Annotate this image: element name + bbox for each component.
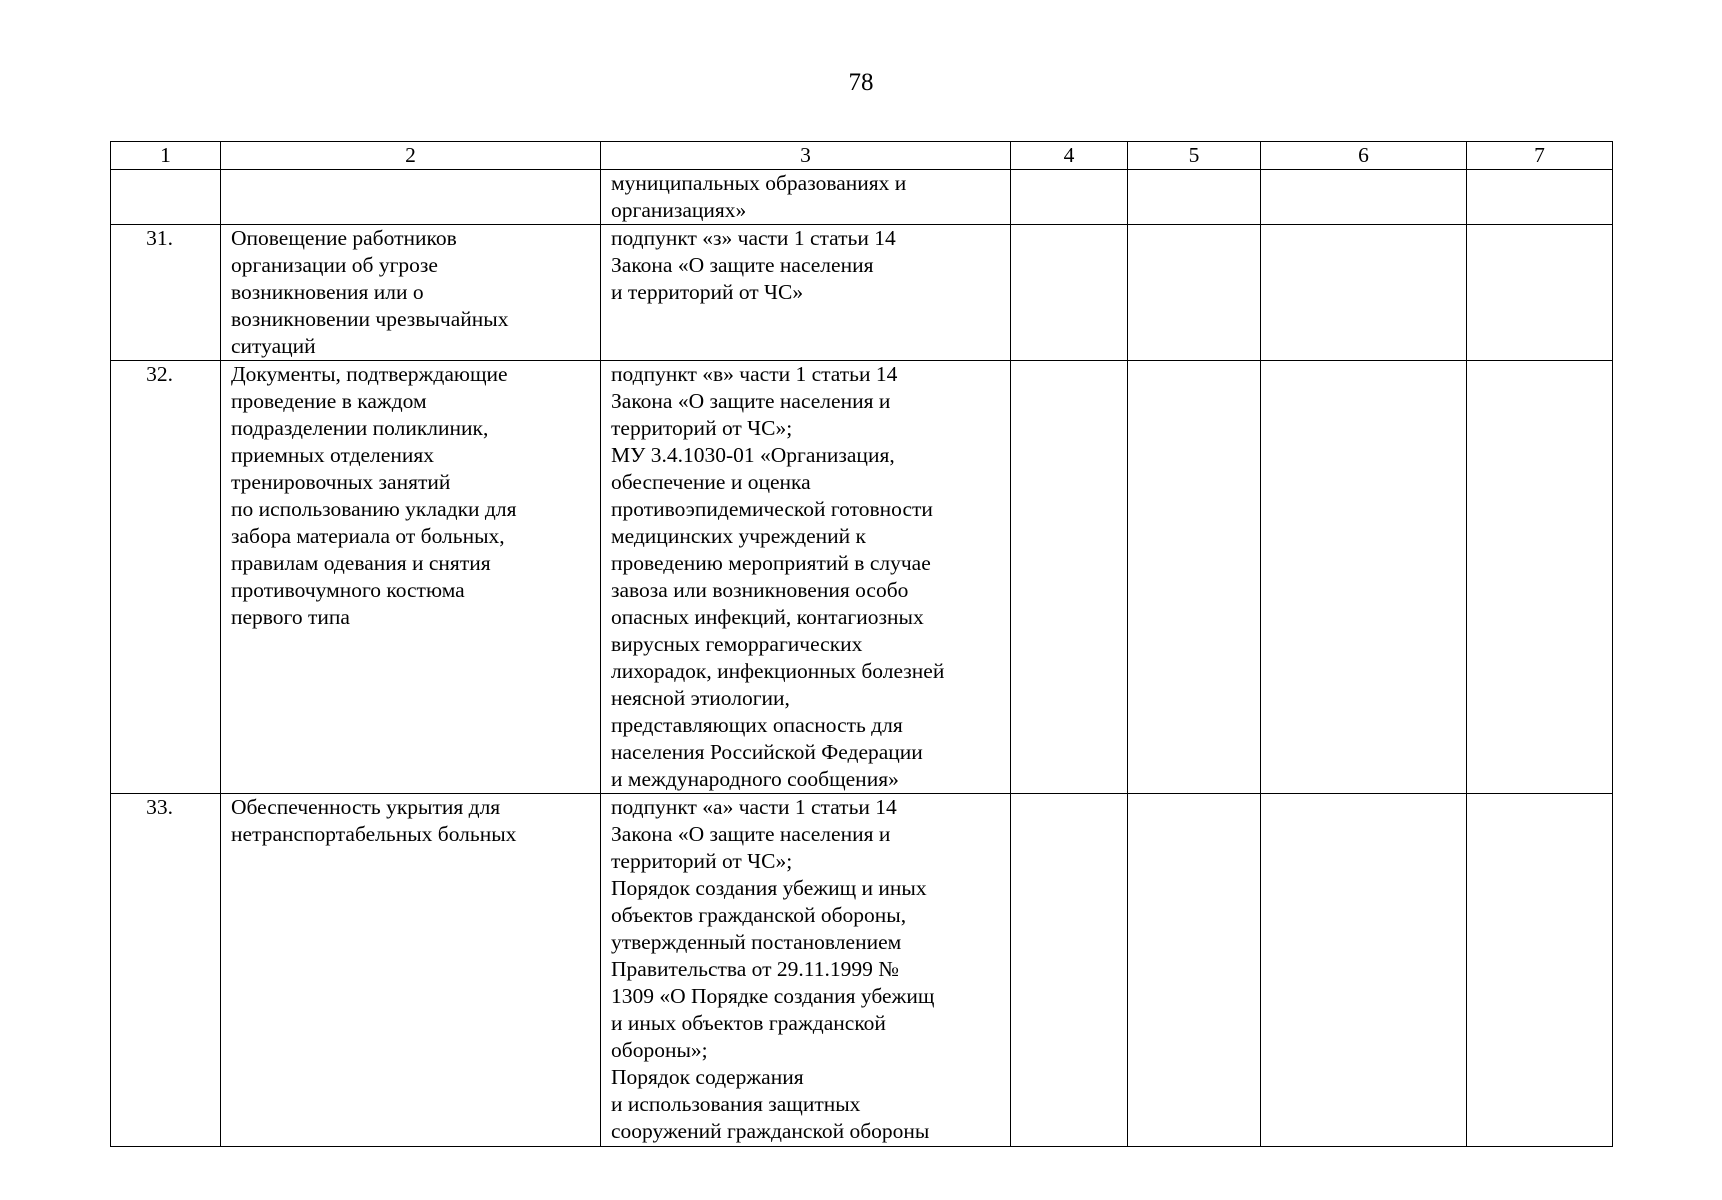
table-row xyxy=(111,794,1613,1147)
legal-basis-cell: подпункт «в» части 1 статьи 14 Закона «О защите населения и территорий от ЧС»; МУ 3.4.1030-01 «Организация, обеспечение и оценка противоэпидемической готовности медицинских учреждений к проведению мероприятий в случае завоза или возникновения особо опасных инфекций, контагиозных вирусных геморрагических лихорадок, инфекционных болезней неясной этиологии, представляющих опасность для населения Российской Федерации и международного сообщения» xyxy=(601,361,1011,794)
table-row xyxy=(111,361,1613,794)
column-number-row xyxy=(111,142,1613,170)
column-6-cell xyxy=(1261,361,1467,794)
legal-basis-cell: подпункт «а» части 1 статьи 14 Закона «О защите населения и территорий от ЧС»; Порядок создания убежищ и иных объектов гражданской обороны, утвержденный постановлением Правительства от 29.11.1999 № 1309 «О Порядке создания убежищ и иных объектов гражданской обороны»; Порядок содержания и использования защитных сооружений гражданской обороны xyxy=(601,794,1011,1147)
legal-basis-cell: муниципальных образованиях и организациях» xyxy=(601,170,1011,225)
row-number: 33. xyxy=(111,794,221,1147)
requirement-cell: Документы, подтверждающие проведение в каждом подразделении поликлиник, приемных отделениях тренировочных занятий по использованию укладки для забора материала от больных, правилам одевания и снятия противочумного костюма первого типа xyxy=(221,361,601,794)
column-header-6: 6 xyxy=(1261,142,1467,170)
legal-basis-cell: подпункт «з» части 1 статьи 14 Закона «О защите населения и территорий от ЧС» xyxy=(601,225,1011,361)
requirement-cell: Оповещение работников организации об угрозе возникновения или о возникновении чрезвычайных ситуаций xyxy=(221,225,601,361)
row-number xyxy=(111,170,221,225)
column-6-cell xyxy=(1261,170,1467,225)
table-row xyxy=(111,225,1613,361)
column-7-cell xyxy=(1467,361,1613,794)
column-6-cell xyxy=(1261,225,1467,361)
requirements-table xyxy=(110,141,1613,1147)
column-4-cell xyxy=(1011,794,1128,1147)
column-7-cell xyxy=(1467,225,1613,361)
column-header-7: 7 xyxy=(1467,142,1613,170)
column-5-cell xyxy=(1128,170,1261,225)
column-7-cell xyxy=(1467,170,1613,225)
table-row xyxy=(111,170,1613,225)
row-number: 32. xyxy=(111,361,221,794)
column-4-cell xyxy=(1011,361,1128,794)
column-7-cell xyxy=(1467,794,1613,1147)
column-6-cell xyxy=(1261,794,1467,1147)
column-4-cell xyxy=(1011,225,1128,361)
column-header-4: 4 xyxy=(1011,142,1128,170)
column-header-1: 1 xyxy=(111,142,221,170)
column-5-cell xyxy=(1128,361,1261,794)
column-header-5: 5 xyxy=(1128,142,1261,170)
row-number: 31. xyxy=(111,225,221,361)
requirement-cell: Обеспеченность укрытия для нетранспортабельных больных xyxy=(221,794,601,1147)
column-5-cell xyxy=(1128,794,1261,1147)
page-number: 78 xyxy=(848,69,874,96)
column-4-cell xyxy=(1011,170,1128,225)
column-header-2: 2 xyxy=(221,142,601,170)
column-header-3: 3 xyxy=(601,142,1011,170)
requirement-cell xyxy=(221,170,601,225)
column-5-cell xyxy=(1128,225,1261,361)
